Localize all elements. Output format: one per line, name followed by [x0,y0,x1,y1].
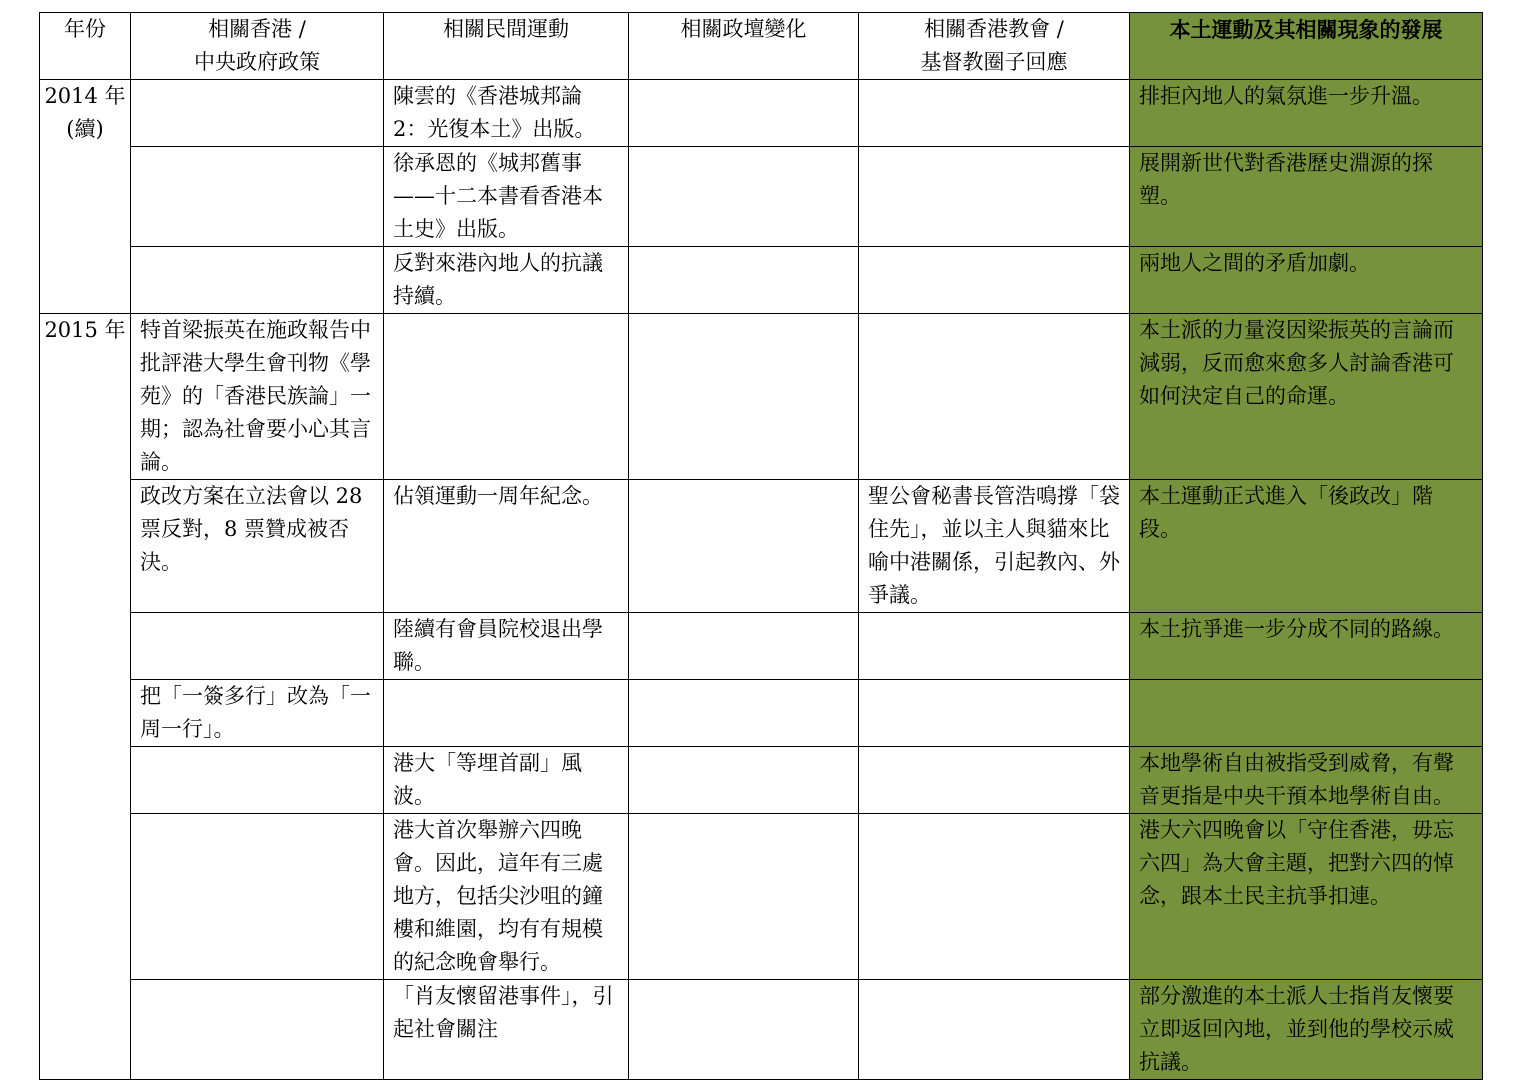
localism-cell: 本土抗爭進一步分成不同的路線。 [1130,613,1483,680]
politics-cell [629,980,859,1080]
movement-cell: 佔領運動一周年紀念。 [384,480,629,613]
church-cell [859,80,1130,147]
table-row [40,747,1483,814]
church-cell [859,314,1130,480]
church-cell: 聖公會秘書長管浩鳴撐「袋住先」，並以主人與貓來比喻中港關係，引起教內、外爭議。 [859,480,1130,613]
header-policy: 相關香港 / 中央政府政策 [131,13,384,80]
movement-cell: 反對來港內地人的抗議持續。 [384,247,629,314]
movement-cell: 港大首次舉辦六四晚會。因此，這年有三處地方，包括尖沙咀的鐘樓和維園，均有有規模的紀念晚會舉行。 [384,814,629,980]
church-cell [859,747,1130,814]
movement-cell [384,680,629,747]
table-row [40,480,1483,613]
church-cell [859,680,1130,747]
year-cell-2014: 2014 年 (續) [40,80,131,314]
movement-cell: 「肖友懷留港事件」，引起社會關注 [384,980,629,1080]
policy-cell [131,147,384,247]
movement-cell: 徐承恩的《城邦舊事——十二本書看香港本土史》出版。 [384,147,629,247]
politics-cell [629,747,859,814]
politics-cell [629,680,859,747]
header-politics: 相關政壇變化 [629,13,859,80]
politics-cell [629,613,859,680]
politics-cell [629,147,859,247]
policy-cell: 特首梁振英在施政報告中批評港大學生會刊物《學苑》的「香港民族論」一期；認為社會要小心其言論。 [131,314,384,480]
table-row [40,980,1483,1080]
header-year: 年份 [40,13,131,80]
localism-cell: 本地學術自由被指受到威脅，有聲音更指是中央干預本地學術自由。 [1130,747,1483,814]
localism-cell: 本土派的力量沒因梁振英的言論而減弱，反而愈來愈多人討論香港可如何決定自己的命運。 [1130,314,1483,480]
localism-cell: 本土運動正式進入「後政改」階段。 [1130,480,1483,613]
localism-cell: 部分激進的本土派人士指肖友懷要立即返回內地，並到他的學校示威抗議。 [1130,980,1483,1080]
policy-cell: 把「一簽多行」改為「一周一行」。 [131,680,384,747]
header-row [40,13,1483,80]
politics-cell [629,814,859,980]
church-cell [859,147,1130,247]
table-row [40,80,1483,147]
localism-cell: 排拒內地人的氣氛進一步升溫。 [1130,80,1483,147]
policy-cell: 政改方案在立法會以 28 票反對，8 票贊成被否決。 [131,480,384,613]
policy-cell [131,613,384,680]
localism-cell [1130,680,1483,747]
policy-cell [131,247,384,314]
year-cell-2015: 2015 年 [40,314,131,1080]
table-row [40,680,1483,747]
timeline-table-container [39,12,1483,1080]
table-row [40,147,1483,247]
table-row [40,314,1483,480]
timeline-table [39,12,1483,1080]
table-row [40,613,1483,680]
church-cell [859,980,1130,1080]
movement-cell: 港大「等埋首副」風波。 [384,747,629,814]
policy-cell [131,80,384,147]
movement-cell: 陸續有會員院校退出學聯。 [384,613,629,680]
politics-cell [629,314,859,480]
table-row [40,247,1483,314]
policy-cell [131,980,384,1080]
header-church: 相關香港教會 / 基督教圈子回應 [859,13,1130,80]
politics-cell [629,247,859,314]
header-localism: 本土運動及其相關現象的發展 [1130,13,1483,80]
policy-cell [131,814,384,980]
movement-cell: 陳雲的《香港城邦論 2：光復本土》出版。 [384,80,629,147]
header-movement: 相關民間運動 [384,13,629,80]
church-cell [859,613,1130,680]
policy-cell [131,747,384,814]
politics-cell [629,80,859,147]
movement-cell [384,314,629,480]
table-row [40,814,1483,980]
church-cell [859,814,1130,980]
localism-cell: 展開新世代對香港歷史淵源的探塑。 [1130,147,1483,247]
localism-cell: 港大六四晚會以「守住香港，毋忘六四」為大會主題，把對六四的悼念，跟本土民主抗爭扣連。 [1130,814,1483,980]
church-cell [859,247,1130,314]
localism-cell: 兩地人之間的矛盾加劇。 [1130,247,1483,314]
politics-cell [629,480,859,613]
